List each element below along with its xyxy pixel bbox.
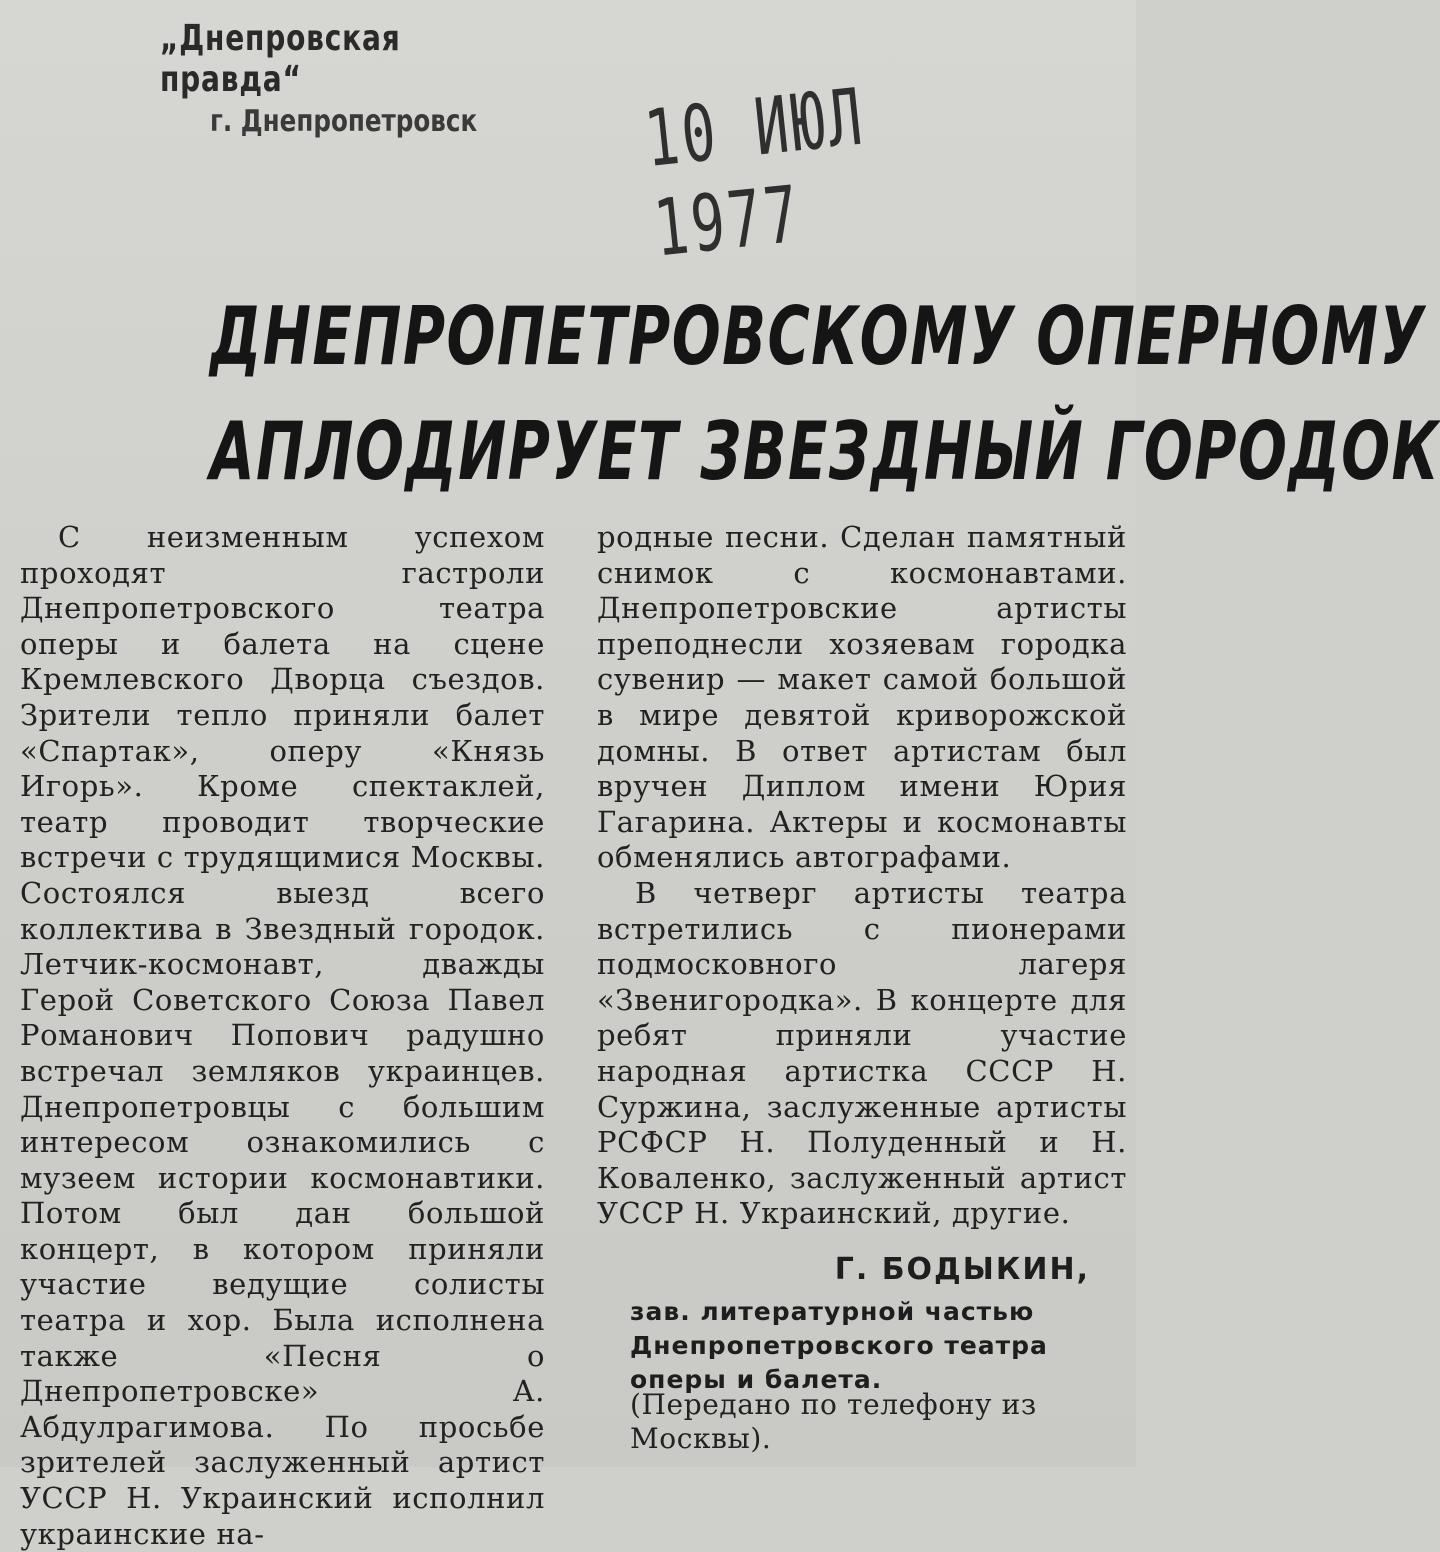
newspaper-city: г. Днепропетровск [210, 104, 478, 139]
author-role-line: оперы и балета. [630, 1365, 883, 1394]
headline-line-1: ДНЕПРОПЕТРОВСКОМУ ОПЕРНОМУ [210, 290, 1426, 383]
date-stamp: 10 ИЮЛ 1977 [640, 72, 869, 275]
article-left-column [20, 520, 545, 1552]
article-paragraph: родные песни. Сделан памятный снимок с космонавтами. Днепропетровские артисты преподнесли хозяевам городка сувенир — макет самой большой в мире девятой криворожской домны. В ответ артистам был вручен Диплом имени Юрия Гагарина. Актеры и космонавты обменялись автографами. [597, 520, 1127, 875]
article-paragraph: В четверг артисты театра встретились с пионерами подмосковного лагеря «Звенигородка». В концерте для ребят приняли участие народная артистка СССР Н. Суржина, заслуженные артисты РСФСР Н. Полуденный и Н. Коваленко, заслуженный артист УССР Н. Украинский, другие. [597, 875, 1127, 1231]
newspaper-masthead-stamp [160, 18, 640, 139]
newspaper-name: „Днепровская правда“ [160, 18, 401, 100]
author-role-line: зав. литературной частью [630, 1297, 1035, 1326]
author-signature [630, 1252, 1090, 1397]
article-paragraph: С неизменным успехом проходят гастроли Днепропетровского театра оперы и балета на сцене Кремлевского Дворца съездов. Зрители тепло приняли балет «Спартак», оперу «Князь Игорь». Кроме спектаклей, театр проводит творческие встречи с трудящимися Москвы. Состоялся выезд всего коллектива в Звездный городок. Летчик-космонавт, дважды Герой Советского Союза Павел Романович Попович радушно встречал земляков украинцев. Днепропетровцы с большим интересом ознакомились с музеем истории космонавтики. Потом был дан большой концерт, в котором приняли участие ведущие солисты театра и хор. Была исполнена также «Песня о Днепропетровске» А. Абдулрагимова. По просьбе зрителей заслуженный артист УССР Н. Украинский исполнил украинские на- [20, 520, 545, 1551]
transmission-note: (Передано по телефону из Москвы). [630, 1388, 1037, 1455]
author-role-line: Днепропетровского театра [630, 1331, 1048, 1360]
article-right-column [597, 520, 1127, 1232]
author-name: Г. БОДЫКИН, [834, 1252, 1090, 1287]
headline-line-2: АПЛОДИРУЕТ ЗВЕЗДНЫЙ ГОРОДОК [210, 405, 1440, 498]
